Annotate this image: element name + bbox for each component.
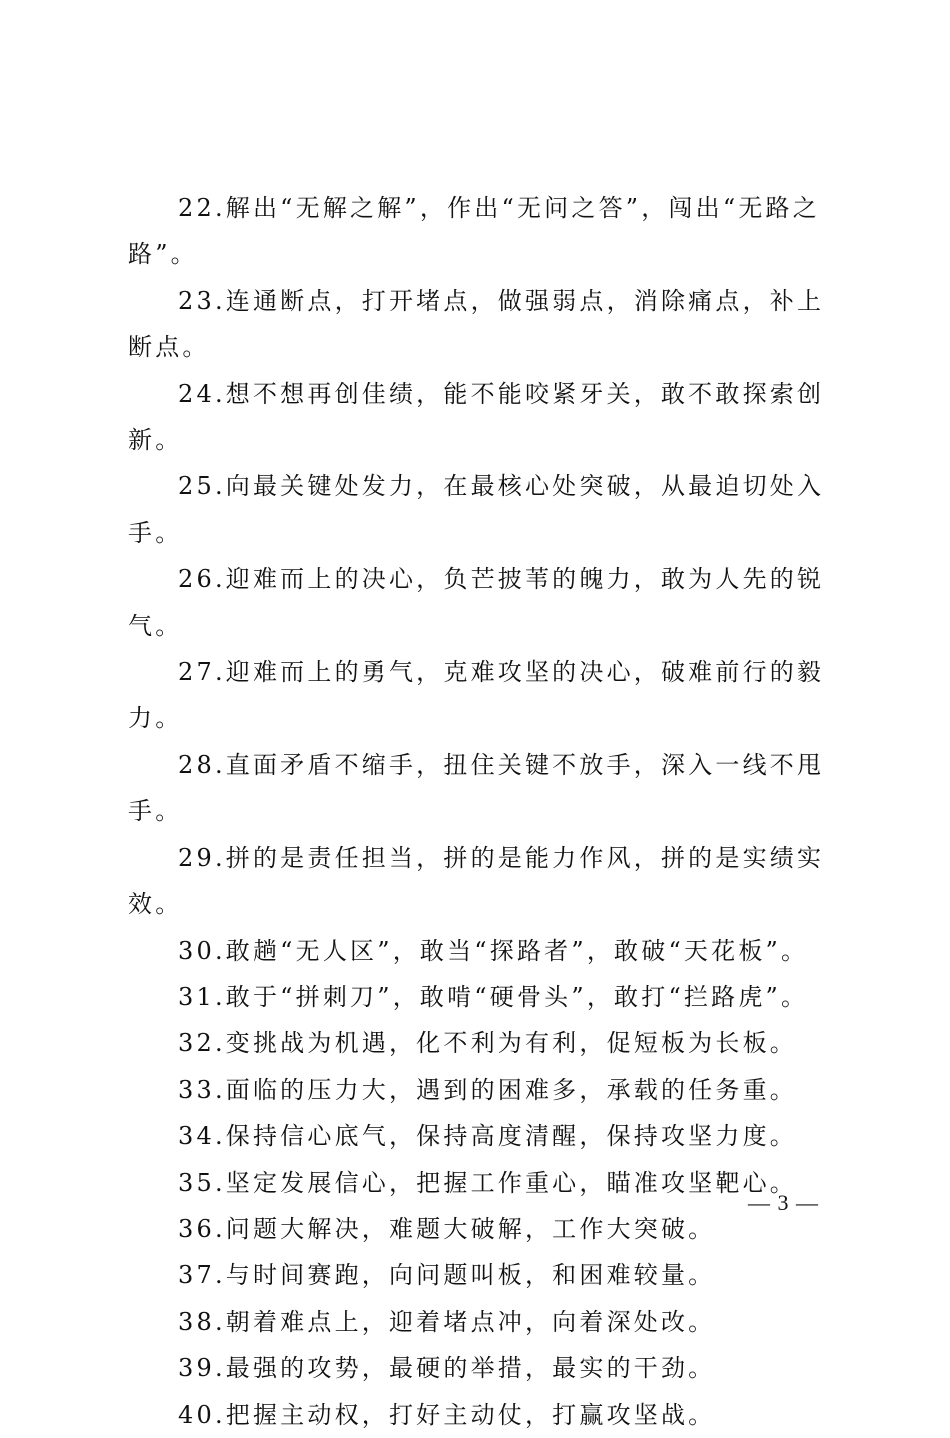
paragraph-37: 37.与时间赛跑，向问题叫板，和困难较量。: [178, 1261, 716, 1290]
paragraph-31: 31.敢于“拼刺刀”，敢啃“硬骨头”，敢打“拦路虎”。: [178, 982, 809, 1011]
paragraph-28: 28.直面矛盾不缩手，扭住关键不放手，深入一线不甩手。: [128, 750, 825, 826]
paragraph-30: 30.敢趟“无人区”，敢当“探路者”，敢破“天花板”。: [178, 936, 809, 965]
paragraph-39: 39.最强的攻势，最硬的举措，最实的干劲。: [178, 1354, 716, 1383]
paragraph-23: 23.连通断点，打开堵点，做强弱点，消除痛点，补上断点。: [128, 286, 825, 362]
paragraph-22: 22.解出“无解之解”，作出“无问之答”，闯出“无路之路”。: [128, 194, 820, 269]
paragraph-25: 25.向最关键处发力，在最核心处突破，从最迫切处入手。: [128, 472, 825, 547]
paragraph-38: 38.朝着难点上，迎着堵点冲，向着深处改。: [178, 1307, 716, 1336]
page-number: — 3 —: [748, 1190, 819, 1215]
paragraph-32: 32.变挑战为机遇，化不利为有利，促短板为长板。: [178, 1029, 797, 1058]
paragraph-36: 36.问题大解决，难题大破解，工作大突破。: [178, 1214, 716, 1243]
paragraph-29: 29.拼的是责任担当，拼的是能力作风，拼的是实绩实效。: [128, 843, 825, 919]
paragraph-24: 24.想不想再创佳绩，能不能咬紧牙关，敢不敢探索创新。: [128, 379, 825, 455]
paragraph-35: 35.坚定发展信心，把握工作重心，瞄准攻坚靶心。: [178, 1168, 797, 1197]
paragraph-27: 27.迎难而上的勇气，克难攻坚的决心，破难前行的毅力。: [128, 658, 825, 733]
document-body: [128, 185, 838, 1438]
paragraph-40: 40.把握主动权，打好主动仗，打赢攻坚战。: [178, 1400, 716, 1429]
paragraph-33: 33.面临的压力大，遇到的困难多，承载的任务重。: [178, 1075, 797, 1104]
paragraph-34: 34.保持信心底气，保持高度清醒，保持攻坚力度。: [178, 1122, 797, 1151]
paragraph-26: 26.迎难而上的决心，负芒披苇的魄力，敢为人先的锐气。: [128, 565, 825, 640]
